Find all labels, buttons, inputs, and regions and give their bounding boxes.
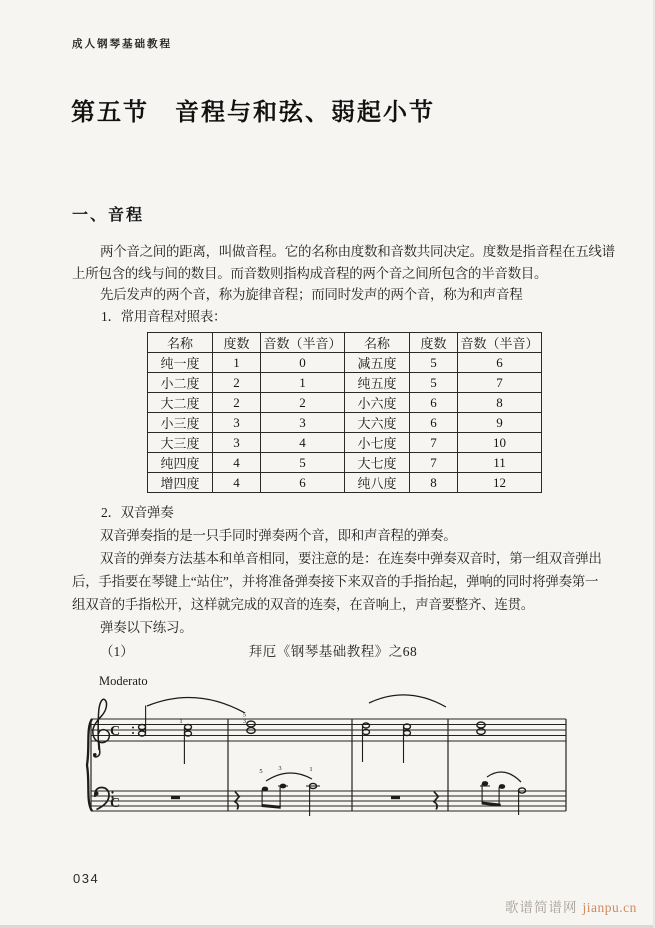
fingering-number: 1: [309, 766, 313, 773]
music-score: [85, 670, 585, 865]
interval-table-head: [148, 333, 542, 353]
text-line: 组双音的手指松开，这样就完成的双音的连奏，在音响上，声音要整齐、连贯。: [72, 597, 534, 612]
table-cell: 3: [213, 413, 261, 433]
exercise-number: （1）: [100, 644, 134, 659]
table-cell: 3: [213, 433, 261, 453]
table-cell: 大七度: [345, 453, 410, 473]
table-cell: 2: [261, 393, 345, 413]
text-line: 先后发声的两个音，称为旋律音程；而同时发声的两个音，称为和声音程: [100, 287, 523, 302]
table-cell: 11: [458, 453, 542, 473]
interval-table: [147, 332, 542, 493]
column-header: 名称: [148, 333, 213, 353]
table-cell: 5: [261, 453, 345, 473]
fingering-number: 5: [242, 711, 246, 719]
exercise-source-title: 拜厄《钢琴基础教程》之68: [248, 644, 418, 659]
treble-measure-4: [477, 722, 485, 734]
table-cell: 纯四度: [148, 453, 213, 473]
fingering-number: 1: [179, 718, 183, 725]
watermark-site-name: 歌谱简谱网: [505, 900, 578, 915]
table-cell: 6: [458, 353, 542, 373]
table-row: [148, 413, 542, 433]
column-header: 名称: [345, 333, 410, 353]
table-cell: 5: [410, 373, 458, 393]
table-row: [148, 393, 542, 413]
exercise-caption: [100, 640, 417, 660]
barlines: [91, 719, 566, 811]
whole-rest: [391, 796, 400, 799]
column-header: 音数（半音）: [261, 333, 345, 353]
text-line: 上所包含的线与间的数目。而音数则指构成音程的两个音之间所包含的半音数目。: [72, 265, 548, 281]
running-header: 成人钢琴基础教程: [72, 38, 172, 50]
bass-staff: [91, 791, 566, 811]
text-line: 双音的弹奏方法基本和单音相同，要注意的是：在连奏中弹奏双音时，第一组双音弹出: [100, 551, 602, 566]
table-cell: 0: [261, 353, 345, 373]
table-cell: 减五度: [345, 353, 410, 373]
table-cell: 2: [213, 373, 261, 393]
table-row: [148, 433, 542, 453]
table-cell: 6: [261, 473, 345, 493]
paragraph-intervals: [72, 241, 615, 327]
fingering-number: 3: [278, 765, 282, 772]
table-row: [148, 453, 542, 473]
whole-rest: [171, 796, 180, 799]
watermark-site-url: jianpu.cn: [582, 900, 637, 915]
time-signature-bass: C: [109, 796, 121, 811]
table-cell: 小三度: [148, 413, 213, 433]
chapter-title: 第五节 音程与和弦、弱起小节: [71, 99, 435, 126]
text-line: 后，手指要在琴键上“站住”，并将准备弹奏接下来双音的手指抬起，弹响的同时将弹奏第一: [72, 574, 599, 589]
table-cell: 小七度: [345, 433, 410, 453]
table-cell: 1: [213, 353, 261, 373]
table-cell: 小二度: [148, 373, 213, 393]
table-cell: 1: [261, 373, 345, 393]
table-cell: 6: [410, 393, 458, 413]
treble-measure-3: [363, 723, 411, 763]
table-row: [148, 353, 542, 373]
table-cell: 小六度: [345, 393, 410, 413]
table-cell: 纯五度: [345, 373, 410, 393]
text-line: 弹奏以下练习。: [100, 620, 193, 635]
table-cell: 9: [458, 413, 542, 433]
treble-measure-1: [132, 706, 192, 765]
interval-table-body: [148, 353, 542, 493]
table-cell: 12: [458, 473, 542, 493]
fingering-number: 5: [259, 768, 263, 775]
fingering-number: 3: [242, 718, 246, 725]
paragraph-double-notes: [72, 501, 602, 639]
table-cell: 纯八度: [345, 473, 410, 493]
list-label-double-notes: 2．双音弹奏: [101, 505, 174, 520]
tempo-marking: Moderato: [99, 674, 148, 688]
time-signature-treble: C: [109, 724, 121, 739]
table-cell: 8: [458, 393, 542, 413]
slur: [147, 697, 245, 713]
column-header: 音数（半音）: [458, 333, 542, 353]
treble-clef: [93, 699, 110, 757]
table-cell: 8: [410, 473, 458, 493]
table-cell: 增四度: [148, 473, 213, 493]
table-cell: 10: [458, 433, 542, 453]
text-line: 两个音之间的距离，叫做音程。它的名称由度数和音数共同决定。度数是指音程在五线谱: [100, 244, 615, 259]
watermark: [505, 896, 637, 916]
table-cell: 大六度: [345, 413, 410, 433]
table-cell: 7: [410, 453, 458, 473]
table-row: [148, 373, 542, 393]
table-cell: 4: [213, 473, 261, 493]
table-cell: 5: [410, 353, 458, 373]
list-label-interval-table: 1．常用音程对照表：: [101, 308, 227, 324]
column-header: 度数: [410, 333, 458, 353]
table-cell: 大三度: [148, 433, 213, 453]
section-heading-intervals: 一、音程: [72, 207, 145, 224]
table-cell: 4: [213, 453, 261, 473]
table-cell: 4: [261, 433, 345, 453]
table-cell: 2: [213, 393, 261, 413]
table-header-row: [148, 333, 542, 353]
table-cell: 纯一度: [148, 353, 213, 373]
column-header: 度数: [213, 333, 261, 353]
table-row: [148, 473, 542, 493]
table-cell: 7: [410, 433, 458, 453]
treble-staff: [91, 719, 566, 741]
table-cell: 6: [410, 413, 458, 433]
table-cell: 大二度: [148, 393, 213, 413]
table-cell: 7: [458, 373, 542, 393]
page-number: 034: [73, 871, 100, 886]
text-line: 双音弹奏指的是一只手同时弹奏两个音，即和声音程的弹奏。: [100, 528, 457, 543]
table-cell: 3: [261, 413, 345, 433]
slur: [369, 695, 446, 707]
